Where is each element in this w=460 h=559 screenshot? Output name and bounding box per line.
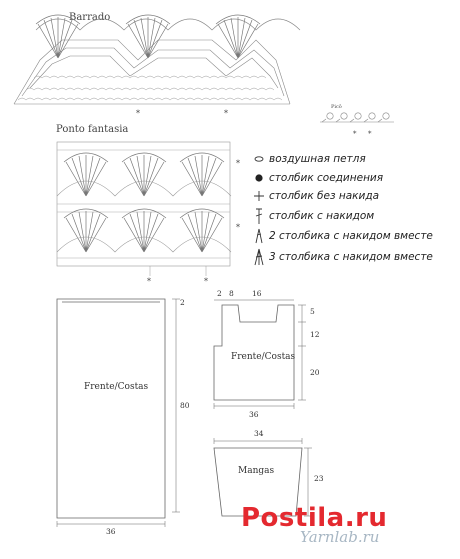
legend-item-dc2tog xyxy=(252,227,433,245)
legend-label: столбик без накида xyxy=(269,190,380,202)
svg-text:*: * xyxy=(136,109,140,118)
sleeve-height-dim: 23 xyxy=(314,474,324,483)
front-panel-dims xyxy=(57,299,180,527)
slip-stitch-icon xyxy=(252,169,266,187)
top-dim-b: 8 xyxy=(229,289,234,298)
top-width-dim: 36 xyxy=(249,410,259,419)
front-top-dim: 2 xyxy=(180,298,185,307)
picot-title: Picô xyxy=(331,104,342,110)
chain-stitch-icon xyxy=(252,150,266,168)
svg-text:*: * xyxy=(224,109,228,118)
top-piece-label: Frente/Costas xyxy=(231,352,296,362)
ponto-fantasia-title: Ponto fantasia xyxy=(56,124,129,135)
legend-item-sc xyxy=(252,187,379,205)
legend-label: воздушная петля xyxy=(269,153,366,165)
top-dim-right-1: 5 xyxy=(310,307,315,316)
svg-text:*: * xyxy=(147,277,151,286)
legend-item-slip xyxy=(252,169,383,187)
watermark-logo: Postila.ru xyxy=(241,503,388,533)
dc3tog-icon xyxy=(252,248,266,266)
legend-label: столбик соединения xyxy=(269,172,384,184)
barrado-chart xyxy=(14,15,300,118)
svg-text:*: * xyxy=(236,159,240,168)
legend-item-chain xyxy=(252,150,366,168)
top-dim-right-2: 12 xyxy=(310,330,320,339)
ponto-fantasia-chart xyxy=(57,142,240,286)
legend-label: 3 столбика с накидом вместе xyxy=(269,251,433,263)
picot-chart xyxy=(320,113,394,122)
top-dim-right-3: 20 xyxy=(310,368,320,377)
double-crochet-icon xyxy=(252,207,266,225)
sleeve-label: Mangas xyxy=(238,466,275,476)
single-crochet-icon xyxy=(252,187,266,205)
svg-text:*: * xyxy=(204,277,208,286)
watermark-sub: Yarnlab.ru xyxy=(300,528,380,546)
svg-text:*: * xyxy=(368,130,372,138)
svg-text:*: * xyxy=(236,223,240,232)
front-width-dim: 36 xyxy=(106,527,116,536)
front-panel-label: Frente/Costas xyxy=(84,382,149,392)
legend-label: 2 столбика с накидом вместе xyxy=(269,230,433,242)
legend-item-dc xyxy=(252,207,374,225)
dc2tog-icon xyxy=(252,227,266,245)
legend-label: столбик с накидом xyxy=(269,210,375,222)
legend-item-dc3tog xyxy=(252,248,433,266)
barrado-title: Barrado xyxy=(69,12,111,23)
front-height-dim: 80 xyxy=(180,401,190,410)
top-dim-c: 16 xyxy=(252,289,262,298)
sleeve-top-dim: 34 xyxy=(254,429,264,438)
front-panel-outline xyxy=(57,299,165,518)
top-dim-a: 2 xyxy=(217,289,222,298)
svg-text:*: * xyxy=(353,130,357,138)
